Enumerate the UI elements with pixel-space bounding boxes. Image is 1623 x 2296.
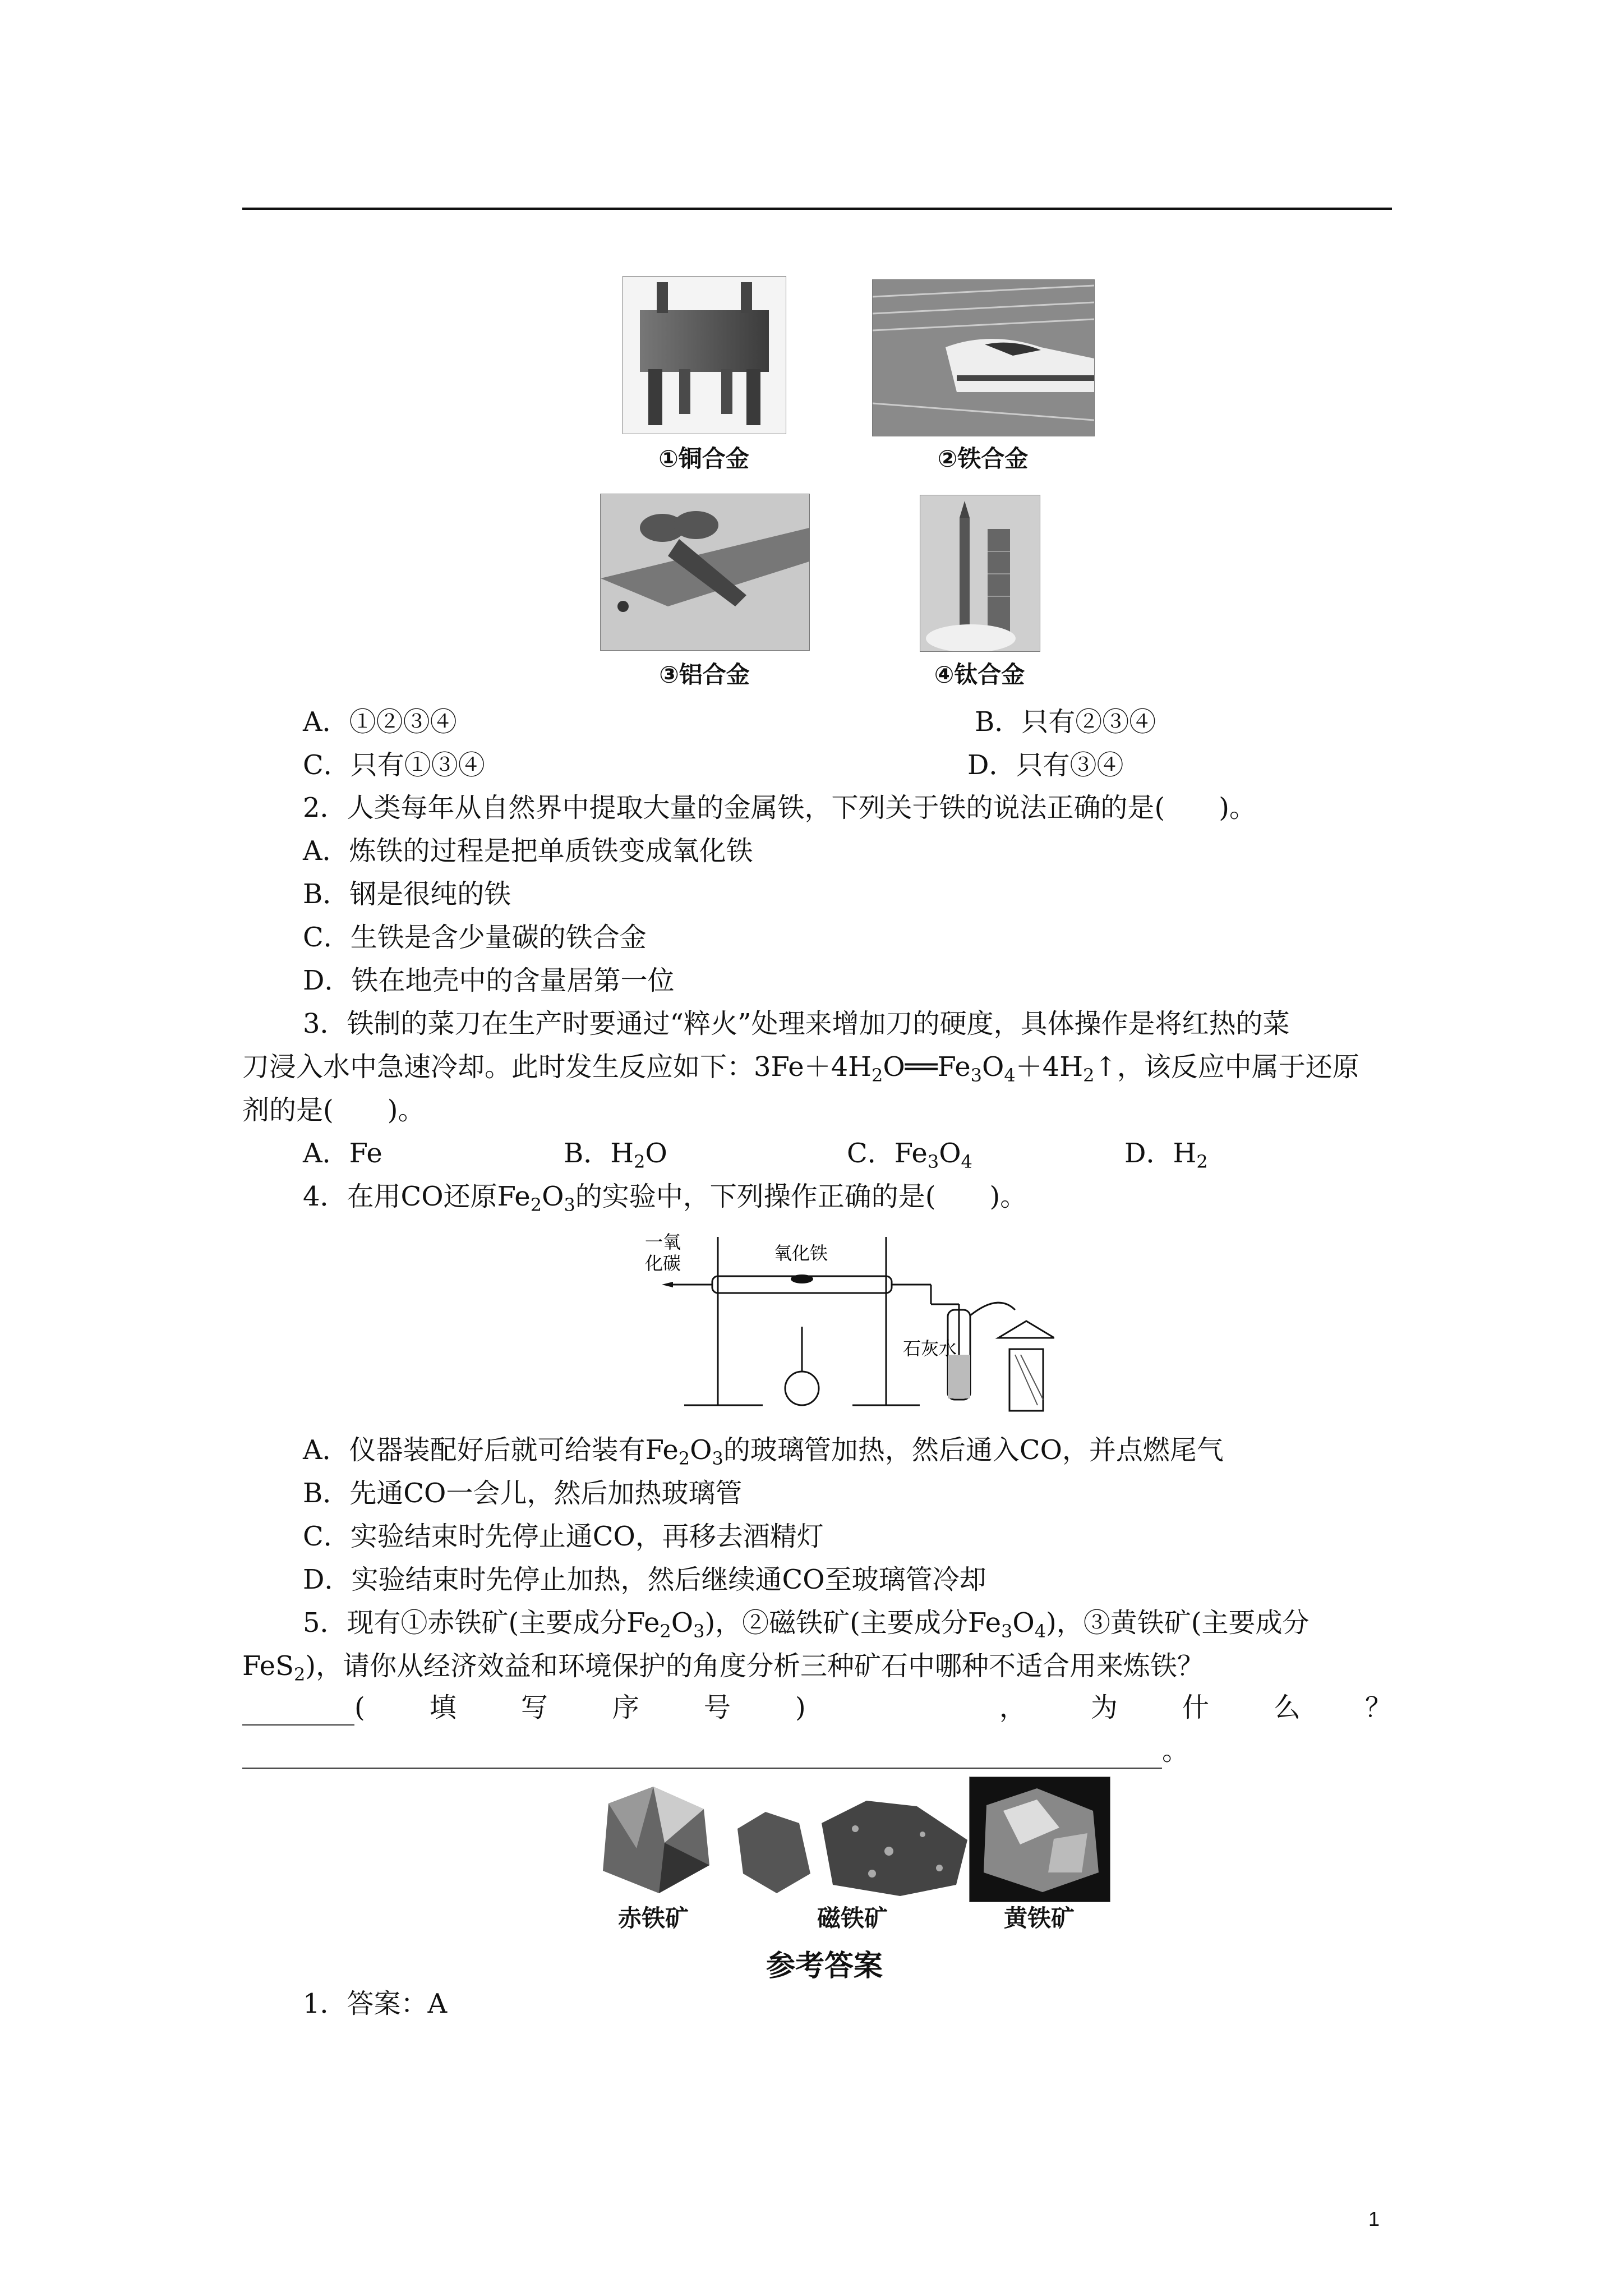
q5-line-1: 5．现有①赤铁矿(主要成分$Fe_2O_3$)，②磁铁矿(主要成分$Fe_3O_4$)，③黄铁矿(主要成分 <box>303 1607 1310 1642</box>
q4-option-a: A．仪器装配好后就可给装有$Fe_2O_3$的玻璃管加热，然后通入CO，并点燃尾气 <box>303 1434 1224 1469</box>
q4-option-d: D．实验结束时先停止加热，然后继续通CO至玻璃管冷却 <box>303 1564 986 1595</box>
rocket-image <box>920 495 1040 652</box>
q3-line-3: 剂的是( )。 <box>242 1094 425 1126</box>
answer-key-title: 参考答案 <box>766 1949 883 1983</box>
q3-option-d: D．$H_2$ <box>1124 1138 1208 1172</box>
q3-line-2: 刀浸入水中急速冷却。此时发生反应如下：$3Fe+4H_2O══Fe_3O_4+4H_2↑$，该反应中属于还原 <box>242 1051 1359 1086</box>
q3-option-c: C．$Fe_3O_4$ <box>847 1138 972 1172</box>
caption-copper-alloy: ①铜合金 <box>658 445 749 472</box>
caption-hematite: 赤铁矿 <box>617 1904 689 1932</box>
q4-option-b: B．先通CO一会儿，然后加热玻璃管 <box>303 1478 743 1509</box>
q5-line-2: FeS$_2$)，请你从经济效益和环境保护的角度分析三种矿石中哪种不适合用来炼铁？ <box>242 1650 1205 1685</box>
q3-option-b: B．$H_2O$ <box>564 1138 667 1172</box>
caption-aluminum-alloy: ③铝合金 <box>659 661 750 688</box>
page-number: 1 <box>1368 2207 1380 2230</box>
q4-option-c: C．实验结束时先停止通CO，再移去酒精灯 <box>303 1521 824 1552</box>
label-co: 一氧 <box>645 1231 681 1253</box>
hematite-image <box>586 1781 721 1899</box>
header-rule <box>242 208 1392 210</box>
q4-stem: 4．在用CO还原$Fe_2O_3$的实验中，下列操作正确的是( )。 <box>303 1181 1027 1216</box>
answer-blank-2[interactable] <box>242 1742 1162 1769</box>
pyrite-image <box>969 1777 1110 1902</box>
caption-iron-alloy: ②铁合金 <box>937 445 1029 472</box>
caption-pyrite: 黄铁矿 <box>1003 1904 1075 1932</box>
caption-titanium-alloy: ④钛合金 <box>934 661 1025 688</box>
caption-magnetite: 磁铁矿 <box>817 1904 888 1932</box>
q1-option-a: A．①②③④ <box>303 706 457 738</box>
q2-option-b: B．钢是很纯的铁 <box>303 878 511 910</box>
q5-line-4: 。 <box>242 1733 1189 1769</box>
answer-blank-1[interactable] <box>242 1699 354 1726</box>
label-fe2o3: 氧化铁 <box>774 1243 828 1264</box>
svg-text:化碳: 化碳 <box>645 1253 681 1274</box>
q5-line-3: ( 填 写 序 号 ) ， 为 什 么 ？ <box>242 1690 1392 1726</box>
q3-line-1: 3．铁制的菜刀在生产时要通过“粹火”处理来增加刀的硬度，具体操作是将红热的菜 <box>303 1008 1290 1039</box>
answer-1: 1．答案：A <box>303 1988 448 2019</box>
q2-stem: 2．人类每年从自然界中提取大量的金属铁，下列关于铁的说法正确的是( )。 <box>303 792 1256 823</box>
q2-option-a: A．炼铁的过程是把单质铁变成氧化铁 <box>303 835 753 867</box>
magnetite-image <box>732 1789 973 1899</box>
bronze-vessel-image <box>623 276 786 434</box>
q2-option-d: D．铁在地壳中的含量居第一位 <box>303 965 675 996</box>
q1-option-d: D．只有③④ <box>967 749 1124 781</box>
aircraft-image <box>600 494 810 651</box>
label-limewater: 石灰水 <box>903 1338 957 1359</box>
q3-option-a: A．Fe <box>303 1138 382 1169</box>
apparatus-diagram <box>628 1226 1054 1422</box>
q1-option-b: B．只有②③④ <box>975 706 1156 738</box>
q2-option-c: C．生铁是含少量碳的铁合金 <box>303 922 647 953</box>
q1-option-c: C．只有①③④ <box>303 749 485 781</box>
train-image <box>872 279 1095 436</box>
